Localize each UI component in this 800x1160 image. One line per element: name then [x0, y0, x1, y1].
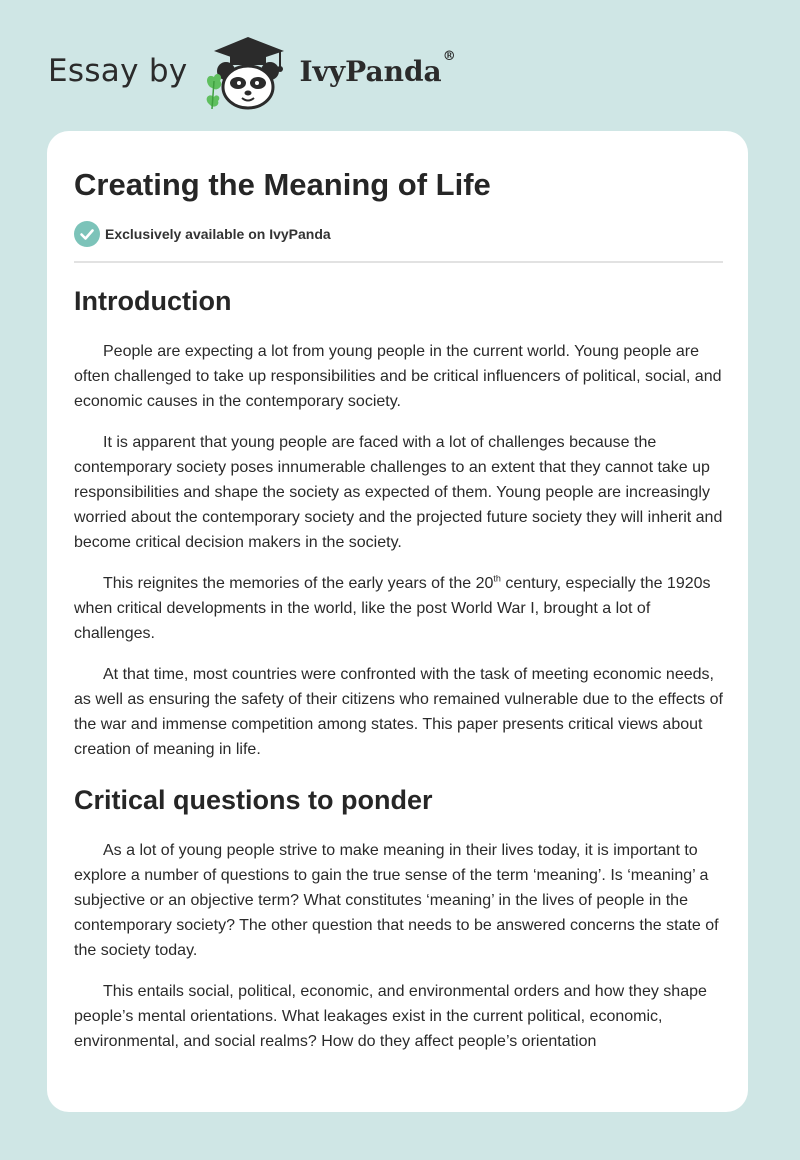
paragraph: People are expecting a lot from young people in the current world. Young people are often challenged to take up responsibilities and be critical influencers of political, social, and economic causes in the contemporary society. — [74, 343, 722, 410]
page-title: Creating the Meaning of Life — [74, 167, 491, 202]
exclusive-badge-text: Exclusively available on IvyPanda — [105, 226, 331, 242]
section-heading-introduction: Introduction — [74, 286, 232, 316]
panda-logo-icon[interactable] — [202, 31, 294, 111]
paragraph: At that time, most countries were confronted with the task of meeting economic needs, as well as ensuring the safety of their citizens who remained vulnerable due to the effects of the war and immense competition among states. This paper presents critical views about creation of meaning in life. — [74, 666, 723, 758]
registered-mark: ® — [442, 48, 456, 64]
essay-card — [47, 131, 748, 1112]
paragraph: This entails social, political, economic, and environmental orders and how they shape people’s mental orientations. What leakages exist in the current political, economic, environmental, and social realms? How do they affect people’s orientation — [74, 983, 707, 1050]
paragraph: This reignites the memories of the early years of the 20th century, especially the 1920s when critical developments in the world, like the post World War I, brought a lot of challenges. — [74, 573, 711, 642]
site-header — [48, 30, 456, 112]
superscript-th: th — [493, 573, 501, 584]
essay-content — [74, 283, 723, 1054]
checkmark-icon — [74, 221, 100, 247]
exclusive-badge — [74, 221, 331, 247]
paragraph: It is apparent that young people are faced with a lot of challenges because the contemporary society poses innumerable challenges to an extent that they cannot take up responsibilities and shape the society as expected of them. Young people are increasingly worried about the contemporary society and the projected future society they will inherit and become critical decision makers in the society. — [74, 434, 723, 551]
brand-name[interactable]: IvyPanda® — [299, 48, 456, 88]
section-heading-critical-questions: Critical questions to ponder — [74, 785, 433, 815]
essay-by-label: Essay by — [48, 53, 188, 89]
paragraph: As a lot of young people strive to make meaning in their lives today, it is important to explore a number of questions to gain the true sense of the term ‘meaning’. Is ‘meaning’ a subjective or an objective term? What constitutes ‘meaning’ in the lives of people in the contemporary society? The other question that needs to be answered concerns the state of the society today. — [74, 842, 719, 959]
title-divider — [74, 261, 723, 263]
